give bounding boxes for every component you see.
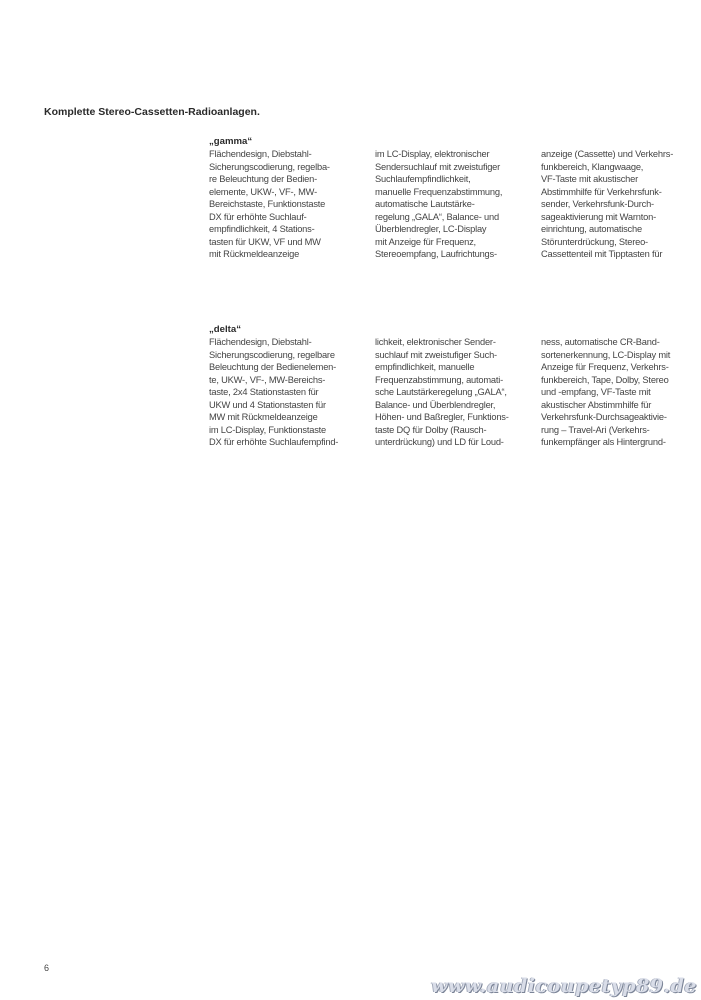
text-line: unterdrückung) und LD für Loud- xyxy=(375,437,504,447)
text-line: elemente, UKW-, VF-, MW- xyxy=(209,186,317,197)
text-line: Beleuchtung der Bedienelemen- xyxy=(209,362,337,372)
text-line: Sendersuchlauf mit zweistufiger xyxy=(375,161,501,172)
text-line: und -empfang, VF-Taste mit xyxy=(541,387,651,397)
gamma-column-1 xyxy=(209,148,367,261)
text-line: regelung „GALA“, Balance- und xyxy=(375,211,499,222)
text-line: einrichtung, automatische xyxy=(541,224,642,234)
section-title-delta: „delta“ xyxy=(209,324,241,335)
text-line: re Beleuchtung der Bedien- xyxy=(209,174,317,184)
text-line: funkbereich, Tape, Dolby, Stereo xyxy=(541,374,669,385)
text-line: Verkehrsfunk-Durchsageaktivie- xyxy=(541,412,667,422)
text-line: Sicherungscodierung, regelbare xyxy=(209,349,335,360)
text-line: te, UKW-, VF-, MW-Bereichs- xyxy=(209,374,326,385)
text-line: DX für erhöhte Suchlaufempfind- xyxy=(209,437,339,447)
text-line: Balance- und Überblendregler, xyxy=(375,399,496,410)
text-line: im LC-Display, Funktionstaste xyxy=(209,424,326,435)
text-line: Flächendesign, Diebstahl- xyxy=(209,337,312,347)
watermark: www.audicoupetyp89.de xyxy=(431,975,697,997)
text-line: empfindlichkeit, manuelle xyxy=(375,362,475,372)
text-line: lichkeit, elektronischer Sender- xyxy=(375,337,496,347)
text-line: Sicherungscodierung, regelba- xyxy=(209,161,330,172)
text-line: funkbereich, Klangwaage, xyxy=(541,161,644,172)
page-heading: Komplette Stereo-Cassetten-Radioanlagen. xyxy=(44,106,260,118)
text-line: mit Rückmeldeanzeige xyxy=(209,249,300,259)
text-line: funkempfänger als Hintergrund- xyxy=(541,437,666,447)
text-line: empfindlichkeit, 4 Stations- xyxy=(209,224,315,234)
text-line: Frequenzabstimmung, automati- xyxy=(375,374,504,385)
delta-column-1 xyxy=(209,336,367,449)
gamma-column-3 xyxy=(541,148,699,261)
text-line: Cassettenteil mit Tipptasten für xyxy=(541,249,663,259)
text-line: mit Anzeige für Frequenz, xyxy=(375,236,476,247)
text-line: im LC-Display, elektronischer xyxy=(375,149,490,159)
text-line: Überblendregler, LC-Display xyxy=(375,224,487,234)
text-line: sageaktivierung mit Warnton- xyxy=(541,211,656,222)
delta-column-2 xyxy=(375,336,533,449)
section-title-gamma: „gamma“ xyxy=(209,136,253,147)
text-line: Anzeige für Frequenz, Verkehrs- xyxy=(541,362,669,372)
text-line: taste DQ für Dolby (Rausch- xyxy=(375,424,487,435)
text-line: Höhen- und Baßregler, Funktions- xyxy=(375,412,509,422)
text-line: Suchlaufempfindlichkeit, xyxy=(375,174,471,184)
text-line: Stereoempfang, Laufrichtungs- xyxy=(375,249,497,259)
text-line: Abstimmhilfe für Verkehrsfunk- xyxy=(541,186,662,197)
text-line: automatische Lautstärke- xyxy=(375,199,475,209)
text-line: suchlauf mit zweistufiger Such- xyxy=(375,349,497,360)
text-line: sender, Verkehrsfunk-Durch- xyxy=(541,199,654,209)
text-line: sche Lautstärkeregelung „GALA“, xyxy=(375,387,507,397)
text-line: sortenerkennung, LC-Display mit xyxy=(541,349,671,360)
delta-column-3 xyxy=(541,336,699,449)
text-line: Flächendesign, Diebstahl- xyxy=(209,149,312,159)
text-line: UKW und 4 Stationstasten für xyxy=(209,399,326,410)
text-line: akustischer Abstimmhilfe für xyxy=(541,399,652,410)
text-line: Bereichstaste, Funktionstaste xyxy=(209,199,326,209)
gamma-column-2 xyxy=(375,148,533,261)
text-line: MW mit Rückmeldeanzeige xyxy=(209,412,318,422)
text-line: VF-Taste mit akustischer xyxy=(541,174,638,184)
text-line: manuelle Frequenzabstimmung, xyxy=(375,186,503,197)
text-line: ness, automatische CR-Band- xyxy=(541,337,660,347)
text-line: Störunterdrückung, Stereo- xyxy=(541,236,648,247)
text-line: taste, 2x4 Stationstasten für xyxy=(209,387,319,397)
text-line: tasten für UKW, VF und MW xyxy=(209,236,321,247)
text-line: DX für erhöhte Suchlauf- xyxy=(209,211,307,222)
page-number: 6 xyxy=(44,963,50,973)
text-line: anzeige (Cassette) und Verkehrs- xyxy=(541,149,674,159)
text-line: rung – Travel-Ari (Verkehrs- xyxy=(541,424,650,435)
